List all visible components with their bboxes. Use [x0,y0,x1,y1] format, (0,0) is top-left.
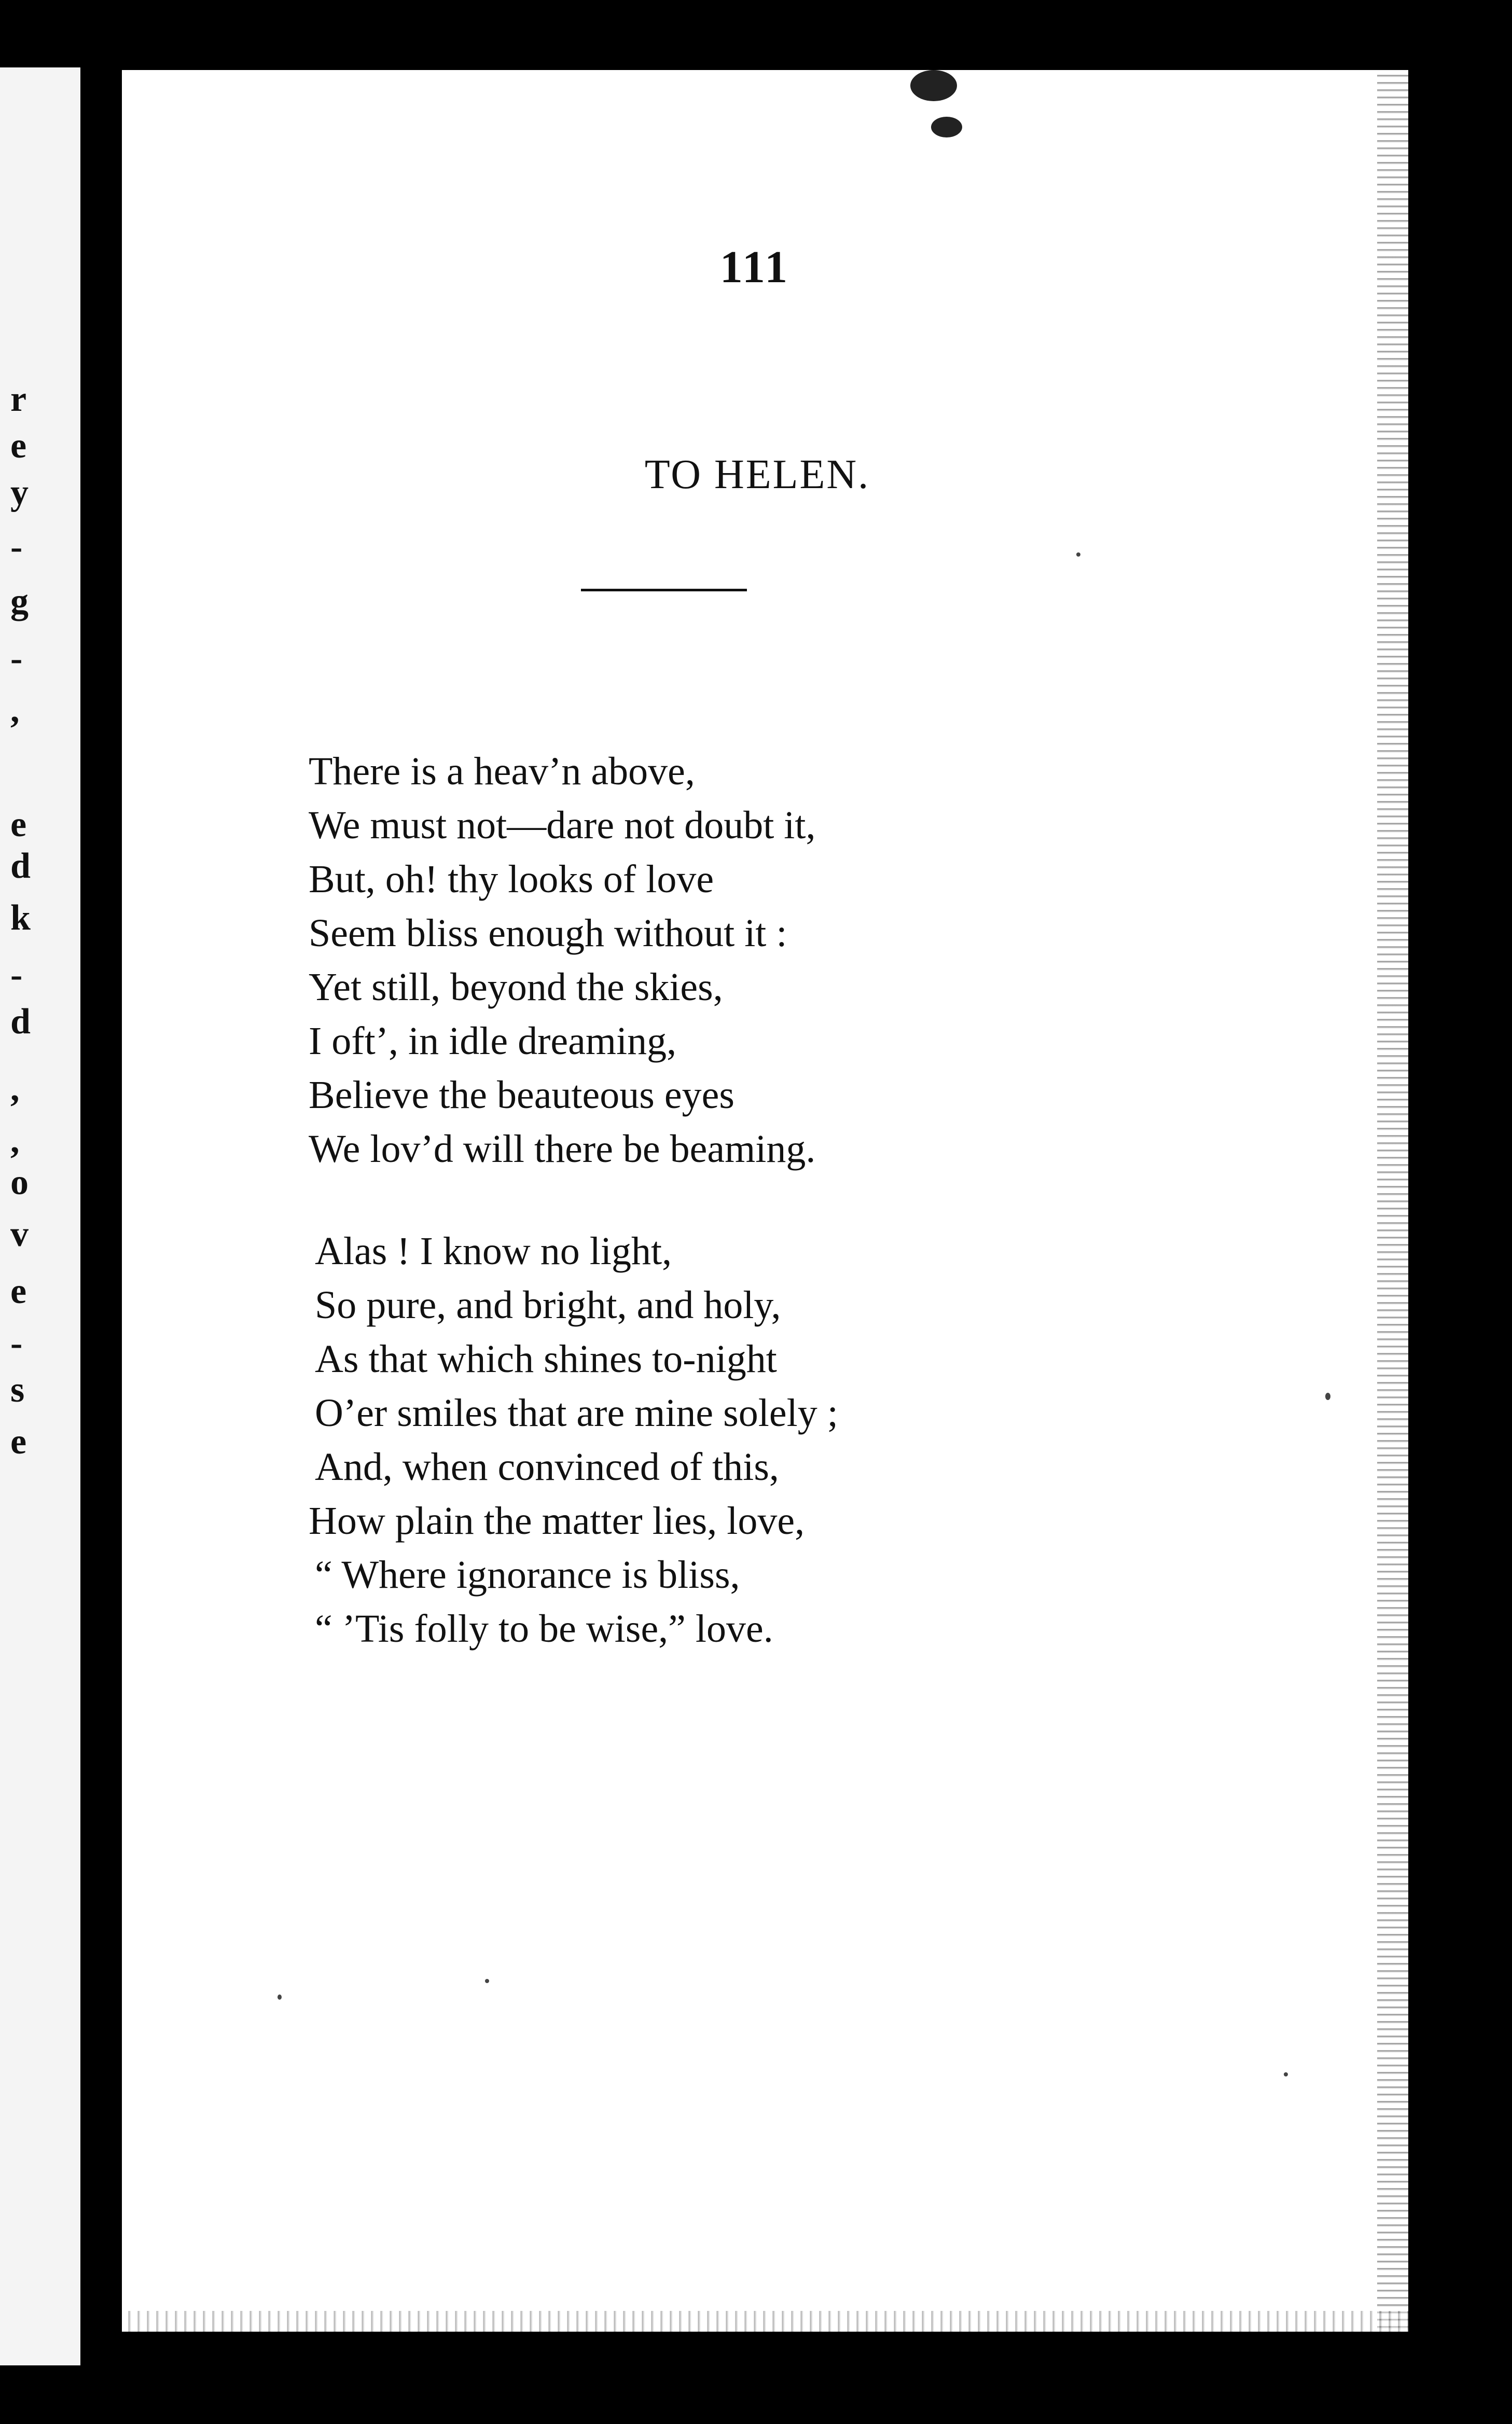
poem-line: Alas ! I know no light, [315,1229,672,1273]
facing-letter: k [10,898,31,938]
poem-line: O’er smiles that are mine solely ; [315,1391,838,1435]
facing-letter: - [10,955,23,995]
poem-title: TO HELEN. [644,452,870,497]
title-rule [581,589,747,591]
facing-letter: v [10,1214,29,1254]
poem-line: And, when convinced of this, [315,1445,779,1489]
page-number: 111 [719,242,790,293]
poem-line: How plain the matter lies, love, [309,1499,805,1543]
torn-corner-mark [931,117,962,137]
paper-speck [1076,552,1080,557]
paper-speck [485,1979,489,1983]
facing-letter: d [10,846,31,886]
page-edge-shading [1377,70,1408,2332]
facing-letter: s [10,1370,25,1410]
poem-line: As that which shines to-night [315,1337,777,1381]
poem-line: But, oh! thy looks of love [309,857,714,901]
book-page [122,70,1408,2332]
poem-line: Believe the beauteous eyes [309,1073,734,1117]
facing-letter: o [10,1162,29,1202]
facing-letter: e [10,805,27,844]
page-bottom-edge [122,2311,1408,2332]
poem-line: There is a heav’n above, [309,750,695,793]
poem-line: “ ’Tis folly to be wise,” love. [315,1607,773,1651]
facing-letter: - [10,1323,23,1363]
stanza [309,744,1242,1176]
poem-line: We lov’d will there be beaming. [309,1127,816,1171]
facing-page-strip [0,67,80,2365]
facing-letter: , [10,1121,20,1161]
stanza [309,1224,1242,1656]
facing-letter: d [10,1002,31,1042]
facing-letter: , [10,690,20,730]
paper-speck [278,1994,282,2000]
paper-speck [1325,1393,1330,1400]
facing-letter: , [10,1069,20,1109]
poem-line: Yet still, beyond the skies, [309,965,723,1009]
facing-letter: r [10,379,27,419]
facing-letter: - [10,527,23,567]
poem-line: Seem bliss enough without it : [309,911,787,955]
poem-line: So pure, and bright, and holy, [315,1283,781,1327]
facing-letter: e [10,1271,27,1311]
facing-letter: e [10,426,27,466]
facing-letter: y [10,473,29,512]
poem-line: “ Where ignorance is bliss, [315,1553,740,1597]
paper-speck [1284,2072,1288,2076]
facing-letter: e [10,1422,27,1462]
facing-letter: g [10,581,29,621]
poem-line: I oft’, in idle dreaming, [309,1019,677,1063]
torn-corner-mark [910,70,957,101]
poem-line: We must not—dare not doubt it, [309,804,816,847]
facing-letter: - [10,639,23,678]
